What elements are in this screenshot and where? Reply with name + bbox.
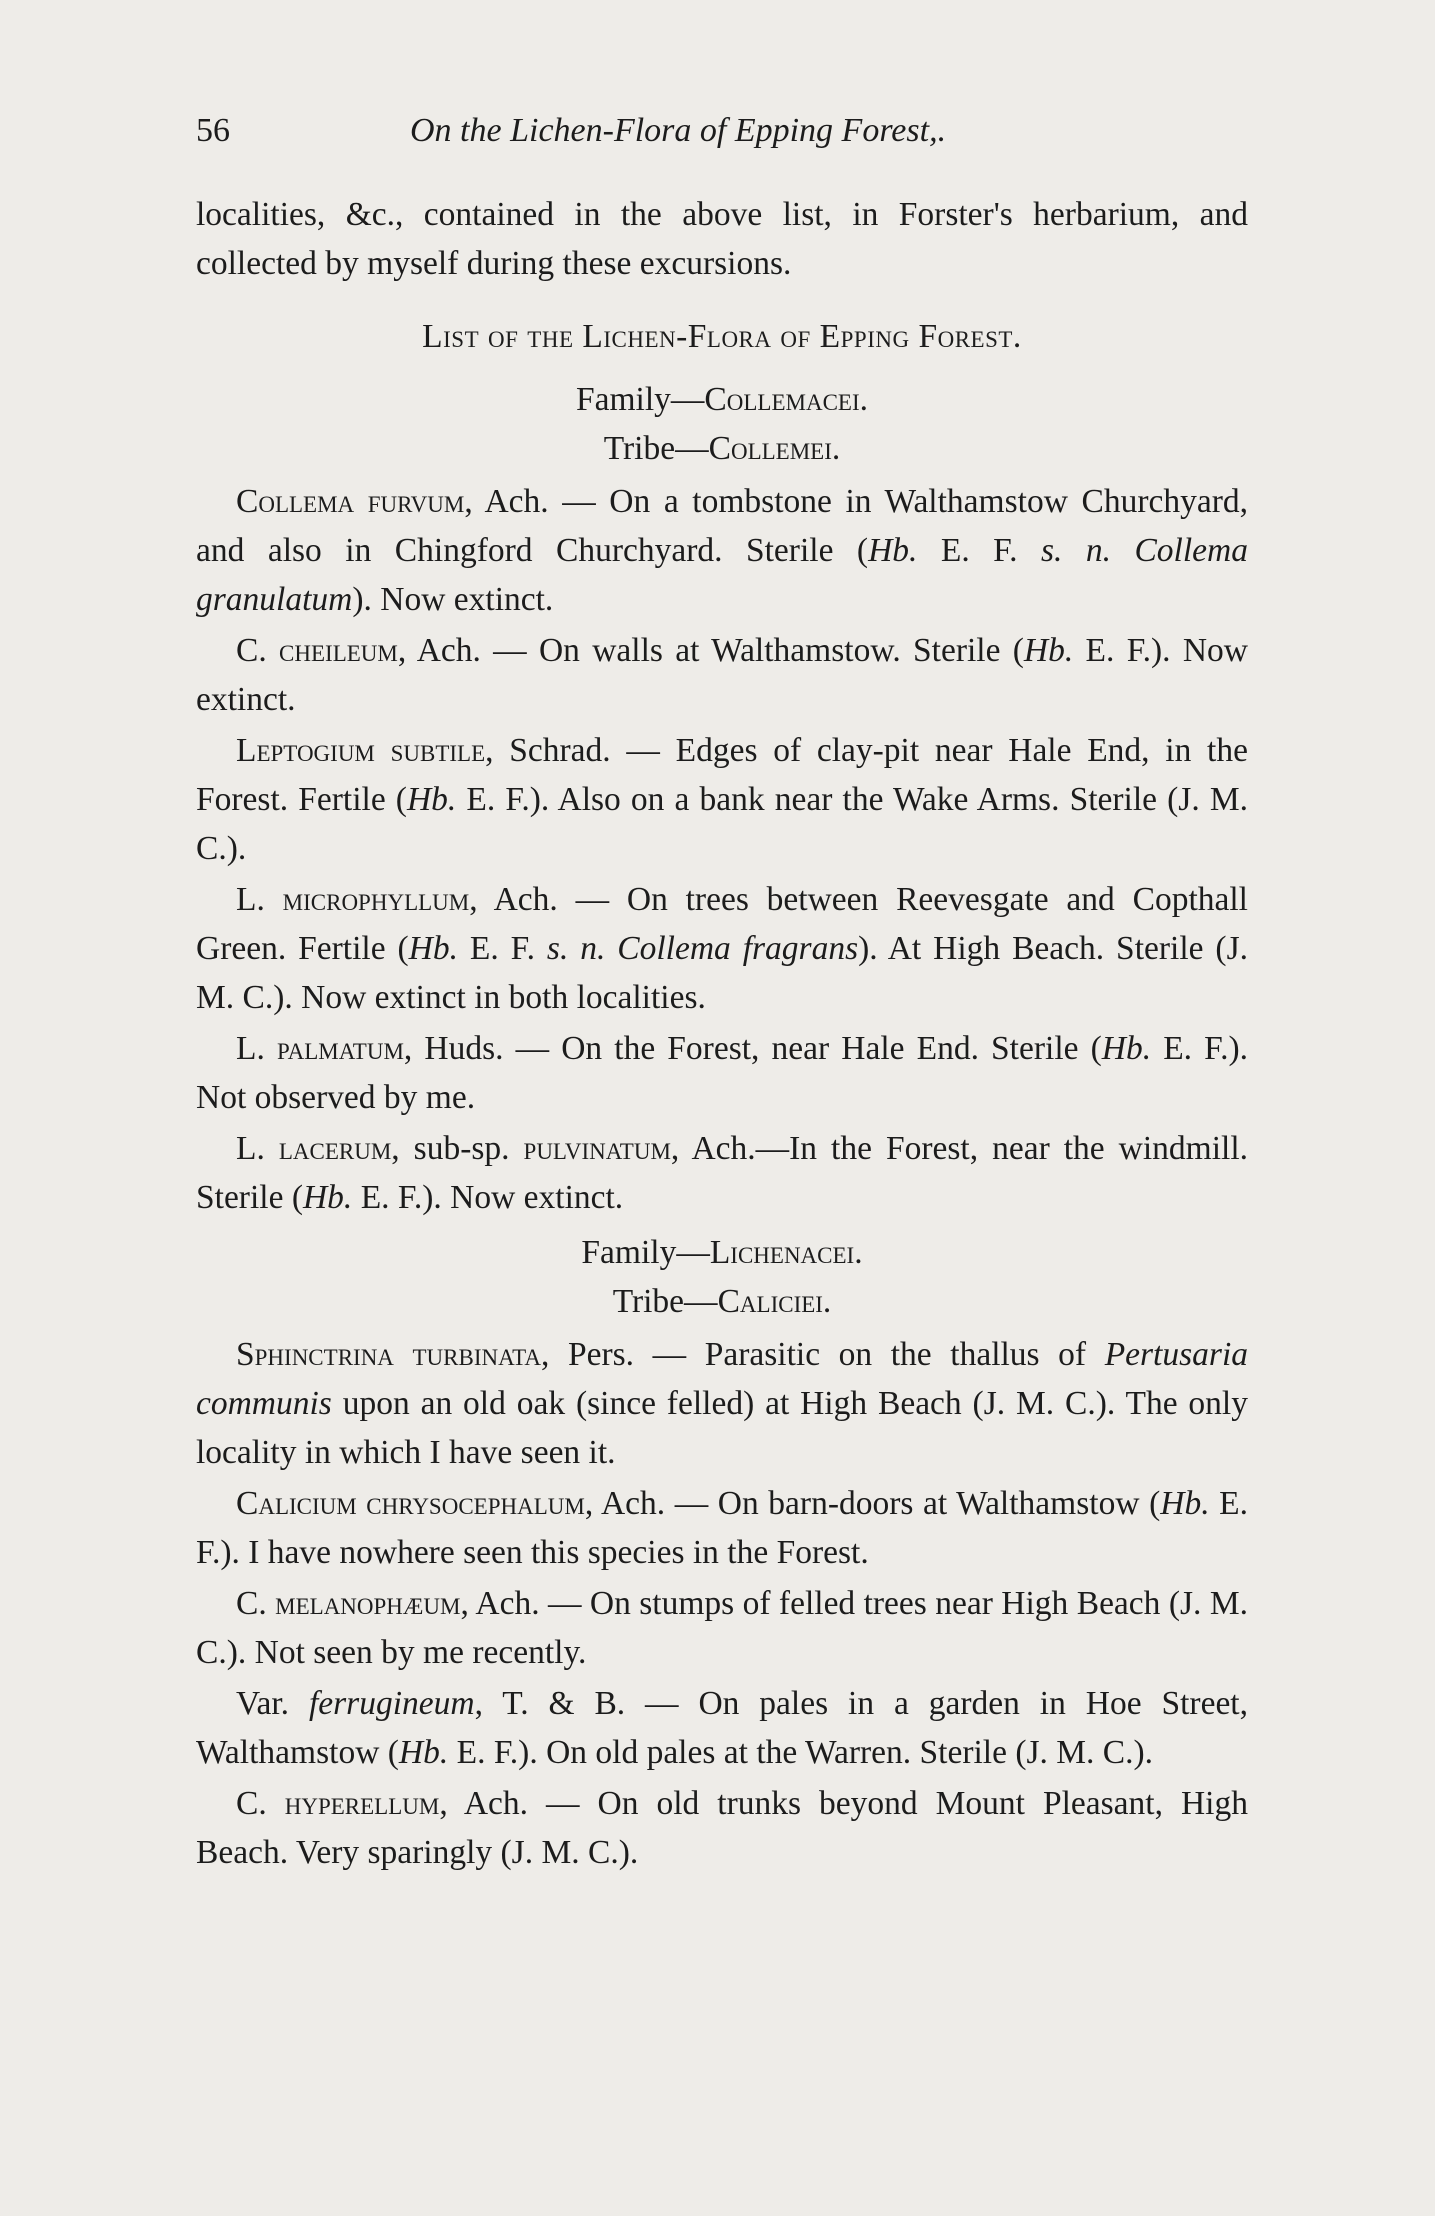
entry-leptogium-lacerum: L. lacerum, sub-sp. pulvinatum, Ach.—In the Forest, near the windmill. Sterile (Hb. E. F.). Now extinct. [196, 1130, 1248, 1216]
entry-leptogium-palmatum: L. palmatum, Huds. — On the Forest, near Hale End. Sterile (Hb. E. F.). Not observed by me. [196, 1030, 1248, 1116]
list-title: List of the Lichen-Flora of Epping Forest. [422, 318, 1022, 355]
page-header [196, 112, 1246, 162]
entry-leptogium-subtile: Leptogium subtile, Schrad. — Edges of clay-pit near Hale End, in the Forest. Fertile (Hb. E. F.). Also on a bank near the Wake Arms. Sterile (J. M. C.). [196, 732, 1248, 867]
intro-paragraph: localities, &c., contained in the above list, in Forster's herbarium, and collected by myself during these excursions. [196, 196, 1248, 282]
page-body [196, 190, 1248, 1879]
family-heading-lichenacei: Family—Lichenacei. [581, 1234, 863, 1271]
entry-calicium-chrysocephalum: Calicium chrysocephalum, Ach. — On barn-doors at Walthamstow (Hb. E. F.). I have nowhere seen this species in the Forest. [196, 1485, 1248, 1571]
entry-leptogium-microphyllum: L. microphyllum, Ach. — On trees between Reevesgate and Copthall Green. Fertile (Hb. E. F. s. n. Collema fragrans). At High Beach. Sterile (J. M. C.). Now extinct in both localities. [196, 881, 1248, 1016]
entry-sphinctrina-turbinata: Sphinctrina turbinata, Pers. — Parasitic on the thallus of Pertusaria communis upon an old oak (since felled) at High Beach (J. M. C.). The only locality in which I have seen it. [196, 1336, 1248, 1471]
family-heading-collemacei: Family—Collemacei. [575, 381, 869, 418]
tribe-heading-caliciei: Tribe—Caliciei. [612, 1283, 832, 1320]
entry-calicium-hyperellum: C. hyperellum, Ach. — On old trunks beyond Mount Pleasant, High Beach. Very sparingly (J. M. C.). [196, 1785, 1248, 1871]
page-number: 56 [196, 112, 230, 149]
tribe-heading-collemei: Tribe—Collemei. [603, 430, 841, 467]
entry-collema-furvum: Collema furvum, Ach. — On a tombstone in Walthamstow Churchyard, and also in Chingford Churchyard. Sterile (Hb. E. F. s. n. Collema granulatum). Now extinct. [196, 483, 1248, 618]
entry-calicium-melanophaeum: C. melanophæum, Ach. — On stumps of felled trees near High Beach (J. M. C.). Not seen by me recently. [196, 1585, 1248, 1671]
entry-collema-cheileum: C. cheileum, Ach. — On walls at Walthamstow. Sterile (Hb. E. F.). Now extinct. [196, 632, 1248, 718]
entry-var-ferrugineum: Var. ferrugineum, T. & B. — On pales in a garden in Hoe Street, Walthamstow (Hb. E. F.). On old pales at the Warren. Sterile (J. M. C.). [196, 1685, 1248, 1771]
running-title: On the Lichen-Flora of Epping Forest,. [410, 112, 947, 149]
